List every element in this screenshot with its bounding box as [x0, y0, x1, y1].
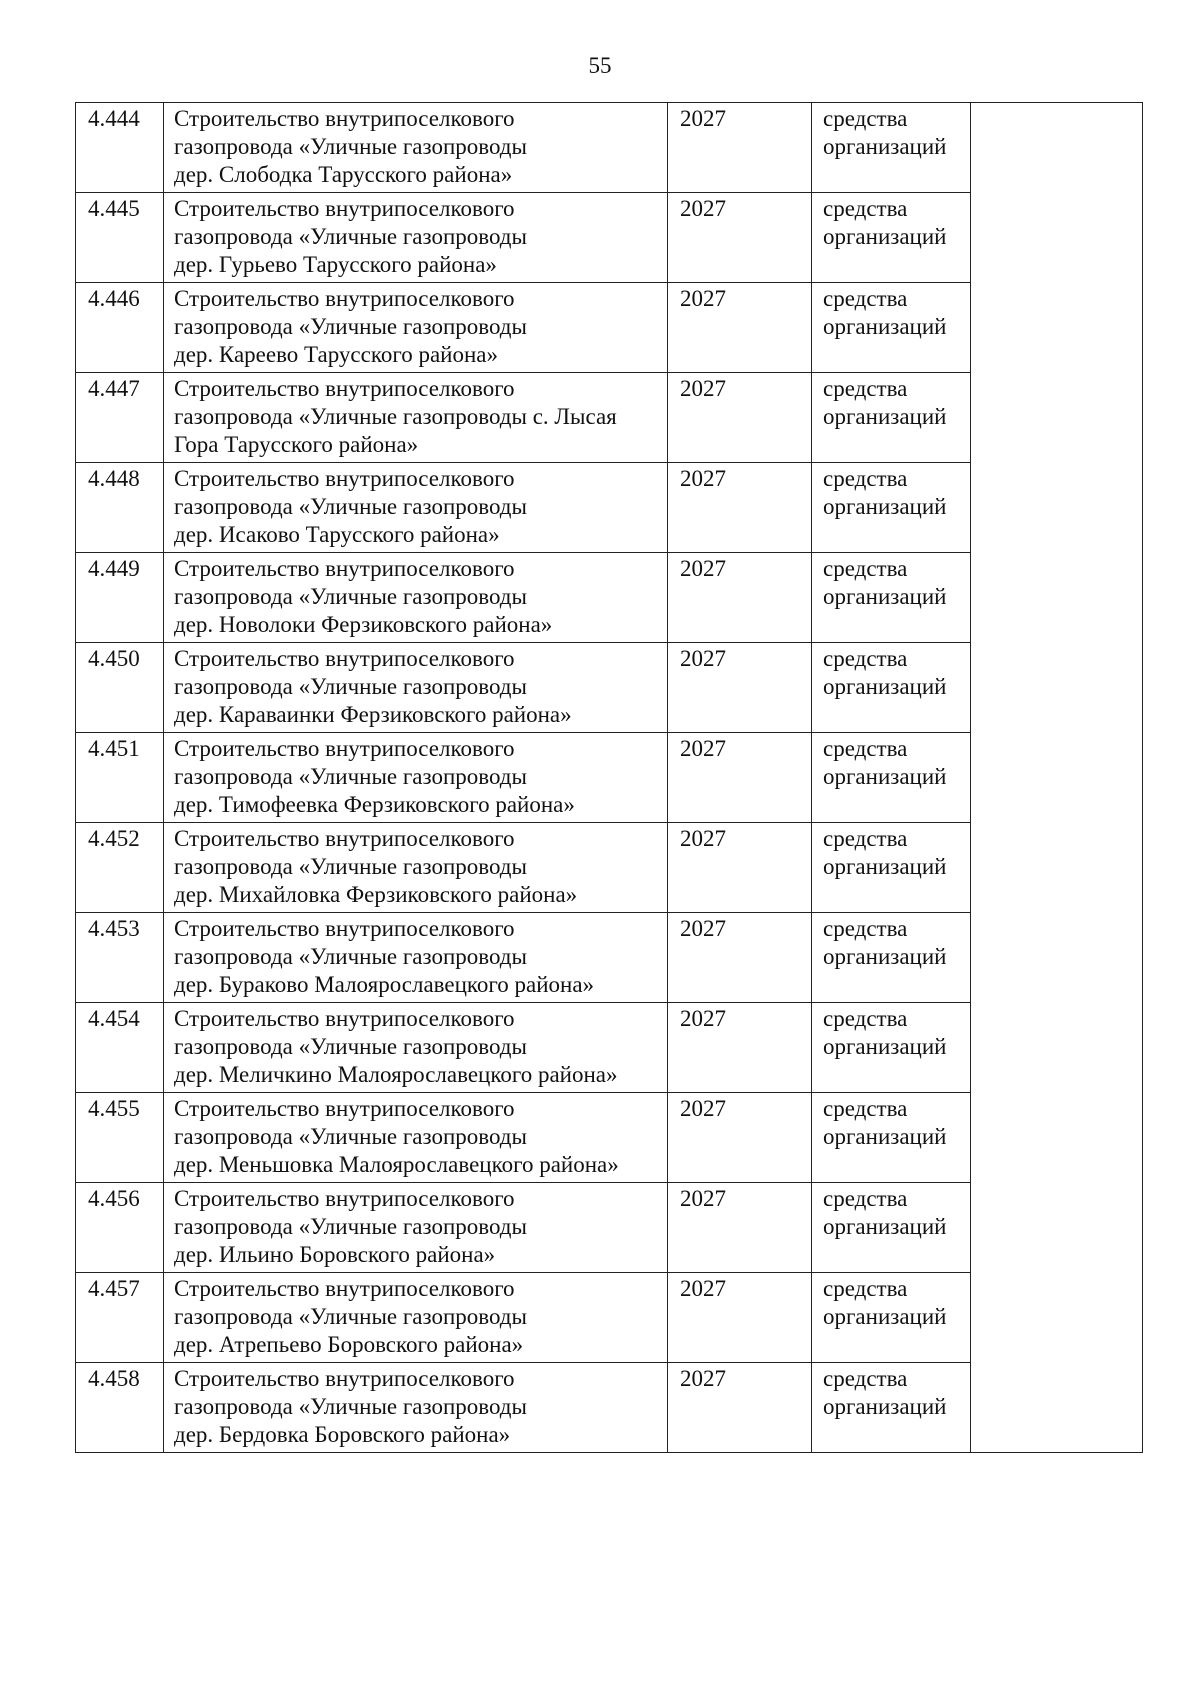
description-line: газопровода «Уличные газопроводы [174, 764, 527, 789]
description-line: газопровода «Уличные газопроводы [174, 494, 527, 519]
description-line: Гора Тарусского района» [174, 432, 419, 457]
year-cell: 2027 [668, 283, 812, 373]
description-line: газопровода «Уличные газопроводы [174, 944, 527, 969]
row-number-cell: 4.444 [76, 103, 164, 193]
empty-cell [971, 733, 1143, 823]
year-cell: 2027 [668, 1183, 812, 1273]
description-line: Строительство внутрипоселкового [174, 196, 515, 221]
description-cell [164, 193, 668, 283]
table-row [76, 193, 1143, 283]
funding-source-line: средства [823, 826, 908, 851]
description-line: дер. Гурьево Тарусского района» [174, 252, 497, 277]
empty-cell [971, 463, 1143, 553]
year-cell: 2027 [668, 823, 812, 913]
funding-source-line: средства [823, 1366, 908, 1391]
table-row [76, 1093, 1143, 1183]
description-line: дер. Михайловка Ферзиковского района» [174, 882, 578, 907]
row-number-cell: 4.451 [76, 733, 164, 823]
description-line: дер. Ильино Боровского района» [174, 1242, 496, 1267]
description-line: дер. Исаково Тарусского района» [174, 522, 500, 547]
description-line: Строительство внутрипоселкового [174, 466, 515, 491]
year-cell: 2027 [668, 553, 812, 643]
empty-cell [971, 1273, 1143, 1363]
description-cell [164, 1093, 668, 1183]
description-line: Строительство внутрипоселкового [174, 736, 515, 761]
description-line: газопровода «Уличные газопроводы [174, 314, 527, 339]
funding-source-line: средства [823, 1186, 908, 1211]
funding-source-line: организаций [823, 134, 947, 159]
table-row [76, 373, 1143, 463]
row-number-cell: 4.454 [76, 1003, 164, 1093]
year-cell: 2027 [668, 1093, 812, 1183]
description-cell [164, 1003, 668, 1093]
funding-source-line: организаций [823, 1124, 947, 1149]
funding-source-line: средства [823, 196, 908, 221]
description-line: Строительство внутрипоселкового [174, 1366, 515, 1391]
description-line: газопровода «Уличные газопроводы [174, 224, 527, 249]
empty-cell [971, 643, 1143, 733]
year-cell: 2027 [668, 1273, 812, 1363]
row-number-cell: 4.455 [76, 1093, 164, 1183]
description-line: газопровода «Уличные газопроводы [174, 854, 527, 879]
year-cell: 2027 [668, 913, 812, 1003]
description-line: газопровода «Уличные газопроводы [174, 1034, 527, 1059]
description-line: газопровода «Уличные газопроводы [174, 1214, 527, 1239]
row-number-cell: 4.449 [76, 553, 164, 643]
description-cell [164, 1273, 668, 1363]
table-row [76, 823, 1143, 913]
funding-source-line: организаций [823, 674, 947, 699]
description-line: дер. Тимофеевка Ферзиковского района» [174, 792, 575, 817]
description-line: Строительство внутрипоселкового [174, 1186, 515, 1211]
description-line: Строительство внутрипоселкового [174, 376, 515, 401]
description-line: дер. Меличкино Малоярославецкого района» [174, 1062, 618, 1087]
description-line: Строительство внутрипоселкового [174, 646, 515, 671]
funding-source-line: средства [823, 556, 908, 581]
description-line: Строительство внутрипоселкового [174, 556, 515, 581]
funding-source-line: организаций [823, 944, 947, 969]
funding-source-cell [812, 1273, 971, 1363]
row-number-cell: 4.445 [76, 193, 164, 283]
empty-cell [971, 1003, 1143, 1093]
funding-source-cell [812, 913, 971, 1003]
funding-source-cell [812, 733, 971, 823]
table-row [76, 733, 1143, 823]
funding-source-cell [812, 1363, 971, 1453]
funding-source-cell [812, 1093, 971, 1183]
year-cell: 2027 [668, 643, 812, 733]
year-cell: 2027 [668, 193, 812, 283]
table-row [76, 1363, 1143, 1453]
description-cell [164, 1363, 668, 1453]
description-line: газопровода «Уличные газопроводы [174, 134, 527, 159]
description-line: Строительство внутрипоселкового [174, 1096, 515, 1121]
description-cell [164, 283, 668, 373]
empty-cell [971, 823, 1143, 913]
description-line: дер. Меньшовка Малоярославецкого района» [174, 1152, 619, 1177]
description-cell [164, 1183, 668, 1273]
funding-source-line: организаций [823, 584, 947, 609]
description-line: газопровода «Уличные газопроводы [174, 1394, 527, 1419]
page-number: 55 [588, 53, 612, 78]
row-number-cell: 4.448 [76, 463, 164, 553]
year-cell: 2027 [668, 1363, 812, 1453]
row-number-cell: 4.446 [76, 283, 164, 373]
funding-source-line: средства [823, 286, 908, 311]
description-line: газопровода «Уличные газопроводы [174, 584, 527, 609]
funding-source-cell [812, 103, 971, 193]
description-line: дер. Слободка Тарусского района» [174, 162, 513, 187]
table-row [76, 643, 1143, 733]
year-cell: 2027 [668, 373, 812, 463]
description-line: Строительство внутрипоселкового [174, 1276, 515, 1301]
funding-source-line: организаций [823, 1394, 947, 1419]
table-row [76, 463, 1143, 553]
description-cell [164, 463, 668, 553]
funding-source-line: организаций [823, 1214, 947, 1239]
description-line: дер. Кареево Тарусского района» [174, 342, 498, 367]
funding-source-cell [812, 283, 971, 373]
funding-source-line: организаций [823, 314, 947, 339]
description-cell [164, 643, 668, 733]
funding-source-cell [812, 823, 971, 913]
funding-source-cell [812, 643, 971, 733]
description-line: дер. Караваинки Ферзиковского района» [174, 702, 572, 727]
table-body [76, 103, 1143, 1453]
funding-source-line: организаций [823, 1034, 947, 1059]
table-row [76, 283, 1143, 373]
funding-source-line: организаций [823, 854, 947, 879]
description-cell [164, 823, 668, 913]
year-cell: 2027 [668, 103, 812, 193]
row-number-cell: 4.450 [76, 643, 164, 733]
row-number-cell: 4.457 [76, 1273, 164, 1363]
year-cell: 2027 [668, 733, 812, 823]
table-row [76, 553, 1143, 643]
row-number-cell: 4.453 [76, 913, 164, 1003]
funding-source-line: организаций [823, 1304, 947, 1329]
funding-source-line: средства [823, 106, 908, 131]
funding-source-line: организаций [823, 404, 947, 429]
description-line: дер. Атрепьево Боровского района» [174, 1332, 524, 1357]
funding-source-cell [812, 193, 971, 283]
empty-cell [971, 373, 1143, 463]
empty-cell [971, 913, 1143, 1003]
description-line: газопровода «Уличные газопроводы с. Лысая [174, 404, 617, 429]
description-line: газопровода «Уличные газопроводы [174, 674, 527, 699]
row-number-cell: 4.452 [76, 823, 164, 913]
funding-source-line: средства [823, 916, 908, 941]
funding-source-line: организаций [823, 224, 947, 249]
description-line: дер. Бердовка Боровского района» [174, 1422, 511, 1447]
funding-source-cell [812, 373, 971, 463]
description-cell [164, 373, 668, 463]
empty-cell [971, 1363, 1143, 1453]
funding-source-line: средства [823, 376, 908, 401]
funding-source-cell [812, 1003, 971, 1093]
gas-pipeline-table [75, 102, 1143, 1453]
year-cell: 2027 [668, 1003, 812, 1093]
description-cell [164, 913, 668, 1003]
table-row [76, 1273, 1143, 1363]
description-line: Строительство внутрипоселкового [174, 286, 515, 311]
funding-source-line: организаций [823, 764, 947, 789]
description-line: Строительство внутрипоселкового [174, 826, 515, 851]
description-line: дер. Новолоки Ферзиковского района» [174, 612, 553, 637]
table-row [76, 1003, 1143, 1093]
funding-source-cell [812, 553, 971, 643]
description-line: Строительство внутрипоселкового [174, 1006, 515, 1031]
description-line: Строительство внутрипоселкового [174, 916, 515, 941]
empty-cell [971, 283, 1143, 373]
funding-source-line: средства [823, 1006, 908, 1031]
funding-source-line: средства [823, 736, 908, 761]
empty-cell [971, 103, 1143, 193]
description-line: газопровода «Уличные газопроводы [174, 1124, 527, 1149]
description-cell [164, 553, 668, 643]
year-cell: 2027 [668, 463, 812, 553]
table-row [76, 103, 1143, 193]
description-cell [164, 103, 668, 193]
row-number-cell: 4.456 [76, 1183, 164, 1273]
row-number-cell: 4.458 [76, 1363, 164, 1453]
funding-source-cell [812, 1183, 971, 1273]
empty-cell [971, 1183, 1143, 1273]
description-line: дер. Бураково Малоярославецкого района» [174, 972, 595, 997]
empty-cell [971, 1093, 1143, 1183]
empty-cell [971, 553, 1143, 643]
funding-source-line: организаций [823, 494, 947, 519]
description-cell [164, 733, 668, 823]
description-line: газопровода «Уличные газопроводы [174, 1304, 527, 1329]
funding-source-cell [812, 463, 971, 553]
row-number-cell: 4.447 [76, 373, 164, 463]
empty-cell [971, 193, 1143, 283]
funding-source-line: средства [823, 1276, 908, 1301]
table-row [76, 913, 1143, 1003]
funding-source-line: средства [823, 466, 908, 491]
table-row [76, 1183, 1143, 1273]
description-line: Строительство внутрипоселкового [174, 106, 515, 131]
funding-source-line: средства [823, 1096, 908, 1121]
funding-source-line: средства [823, 646, 908, 671]
